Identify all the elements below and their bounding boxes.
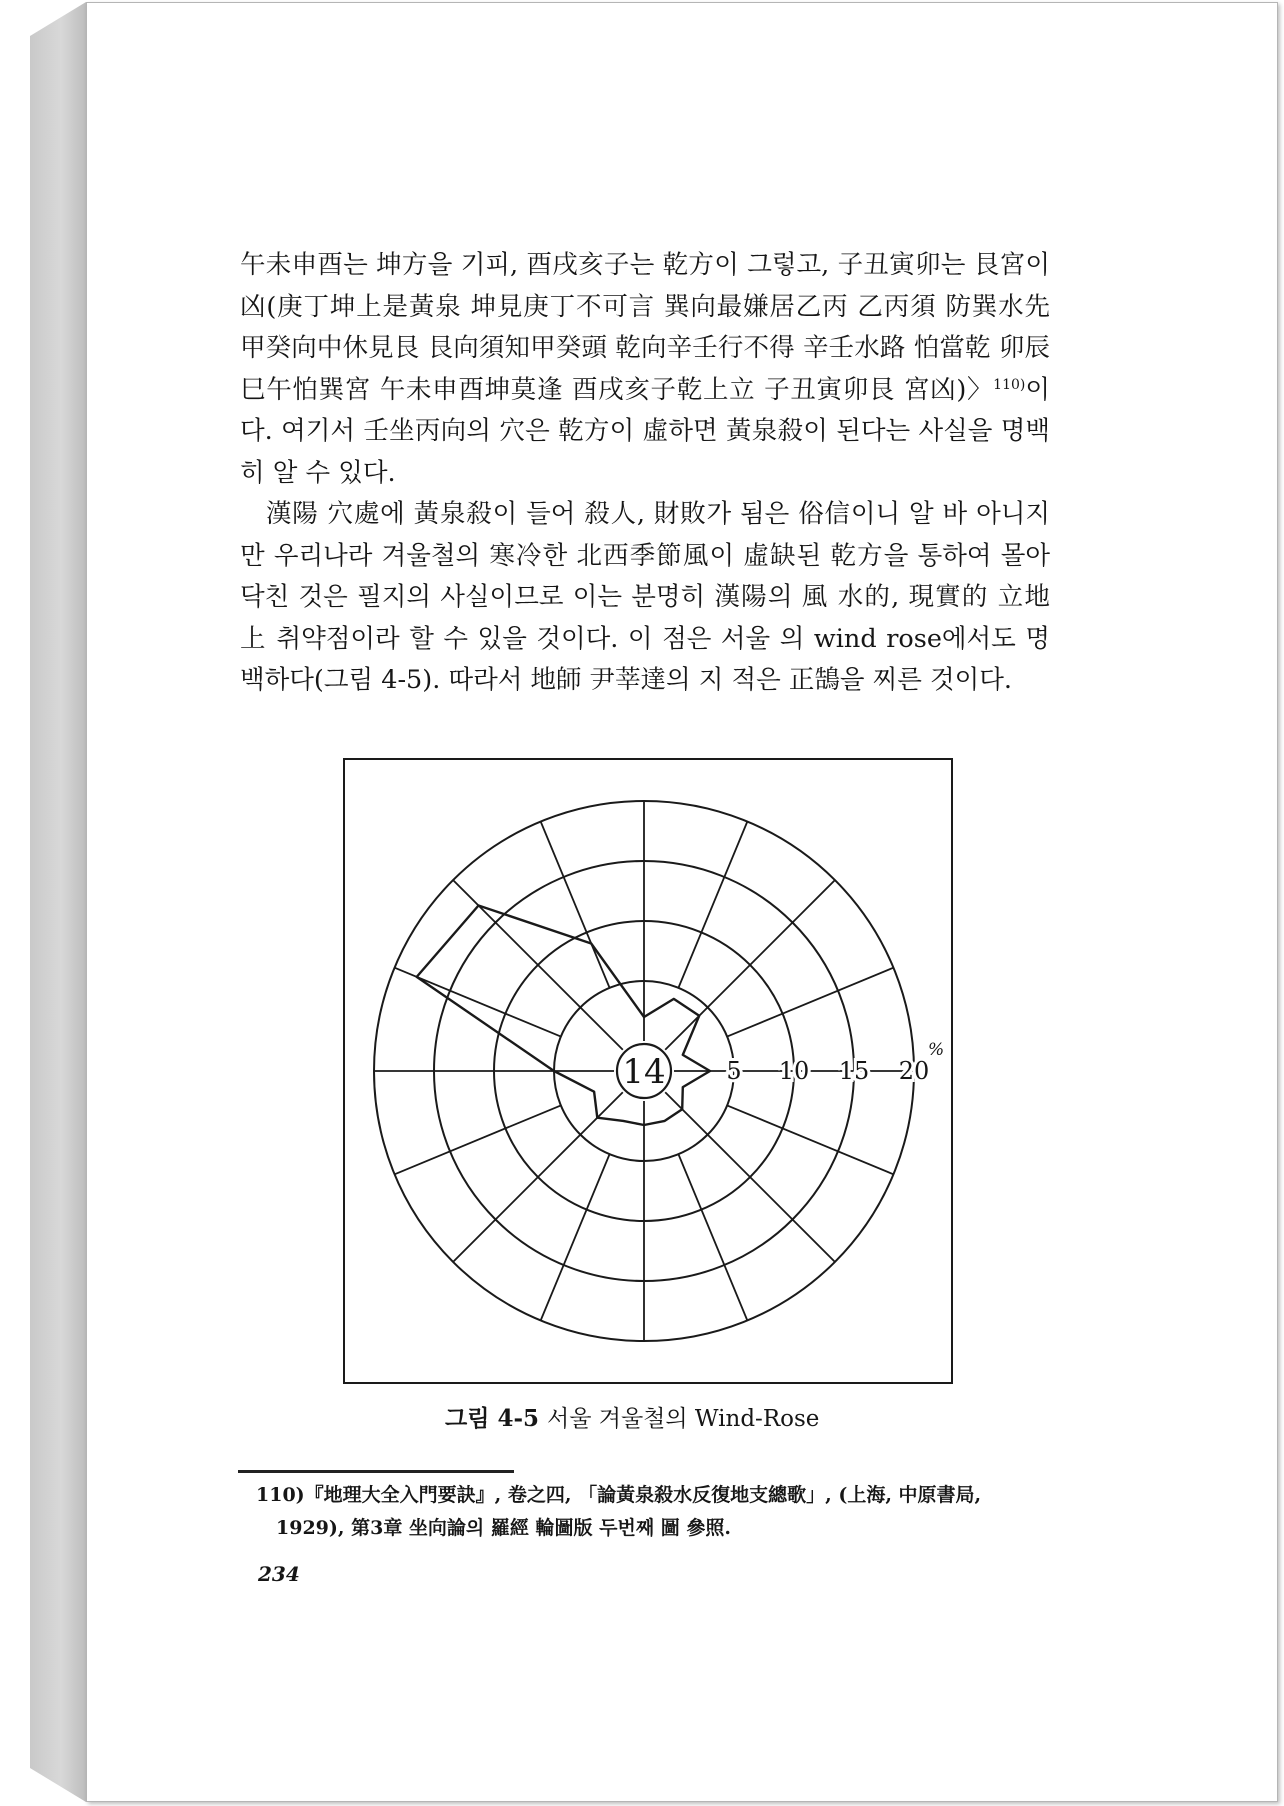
text-line: 이다. 여기서 壬坐丙向의 穴은 乾方이 虛하면 黃泉殺이 [240, 374, 1050, 446]
spoke-1 [678, 822, 747, 988]
paragraph-1 [240, 245, 1050, 494]
figure-caption [445, 1400, 845, 1433]
radial-tick-20: 20 [898, 1057, 930, 1085]
text-line: 된다는 사실을 명백히 알 수 있다. [240, 416, 1050, 488]
text-line: 午未申酉는 坤方을 기피, 酉戌亥子는 乾方이 그렇고, 子丑寅卯는 [240, 250, 966, 280]
calm-value: 14 [622, 1052, 666, 1092]
page-number: 234 [258, 1562, 300, 1586]
text-line: 怕當乾 卯辰巳午怕巽宮 午未申酉坤莫逢 酉戌亥子乾上立 子丑寅卯艮 [240, 333, 1051, 405]
text-line: 水的, 現實的 立地上 취약점이라 할 수 있을 것이다. 이 점은 서울 [240, 582, 1050, 654]
text-line: 宮凶)〉 [903, 374, 994, 405]
radial-tick-10: 10 [778, 1057, 810, 1085]
spoke-6 [665, 1092, 835, 1262]
footnote-divider [238, 1470, 514, 1473]
spoke-11 [395, 1105, 561, 1174]
wind-rose-chart [332, 757, 956, 1385]
radial-tick-5: 5 [726, 1057, 742, 1085]
figure-title: 서울 겨울철의 Wind-Rose [547, 1406, 820, 1432]
spoke-2 [665, 880, 835, 1050]
book-spine [30, 2, 86, 1802]
footnote [256, 1479, 1056, 1545]
paragraph-2 [240, 494, 1050, 702]
radial-tick-15: 15 [838, 1057, 870, 1085]
text-line: 아니지만 우리나라 겨울철의 寒冷한 北西季節風이 虛缺된 乾方을 [240, 499, 1051, 571]
text-line: 漢陽 穴處에 黃泉殺이 들어 殺人, 財敗가 됨은 俗信이니 알 바 [266, 499, 968, 529]
figure-label: 그림 4-5 [445, 1405, 539, 1432]
radial-unit: % [928, 1040, 945, 1060]
text-line: 艮宮이 凶(庚丁坤上是黃泉 坤見庚丁不可言 巽向最嫌居乙丙 乙丙須 [240, 250, 1050, 322]
wind-rose-figure [332, 757, 956, 1385]
body-text [240, 245, 1050, 702]
footnote-ref[interactable]: 110) [993, 376, 1026, 393]
spoke-3 [727, 968, 893, 1037]
text-line: 의 wind rose에서도 명백하다(그림 4-5). 따라서 地師 尹莘達의 지 [240, 623, 1050, 695]
footnote-line: 1929), 第3章 坐向論의 羅經 輪圖版 두번째 圖 參照. [276, 1517, 732, 1539]
spoke-9 [541, 1154, 610, 1320]
spoke-5 [727, 1105, 893, 1174]
text-line: 통하여 몰아닥친 것은 필지의 사실이므로 이는 분명히 漢陽의 風 [240, 540, 1050, 612]
text-line: 적은 正鵠을 찌른 것이다. [731, 665, 1013, 695]
spoke-15 [541, 822, 610, 988]
spoke-7 [678, 1154, 747, 1320]
footnote-line: 110)『地理大全入門要訣』, 卷之四, 「論黃泉殺水反復地支總歌」, (上海, 中原書局, [256, 1484, 982, 1506]
text-line: 防巽水先 甲癸向中休見艮 艮向須知甲癸頭 乾向辛壬行不得 辛壬水路 [240, 291, 1050, 363]
